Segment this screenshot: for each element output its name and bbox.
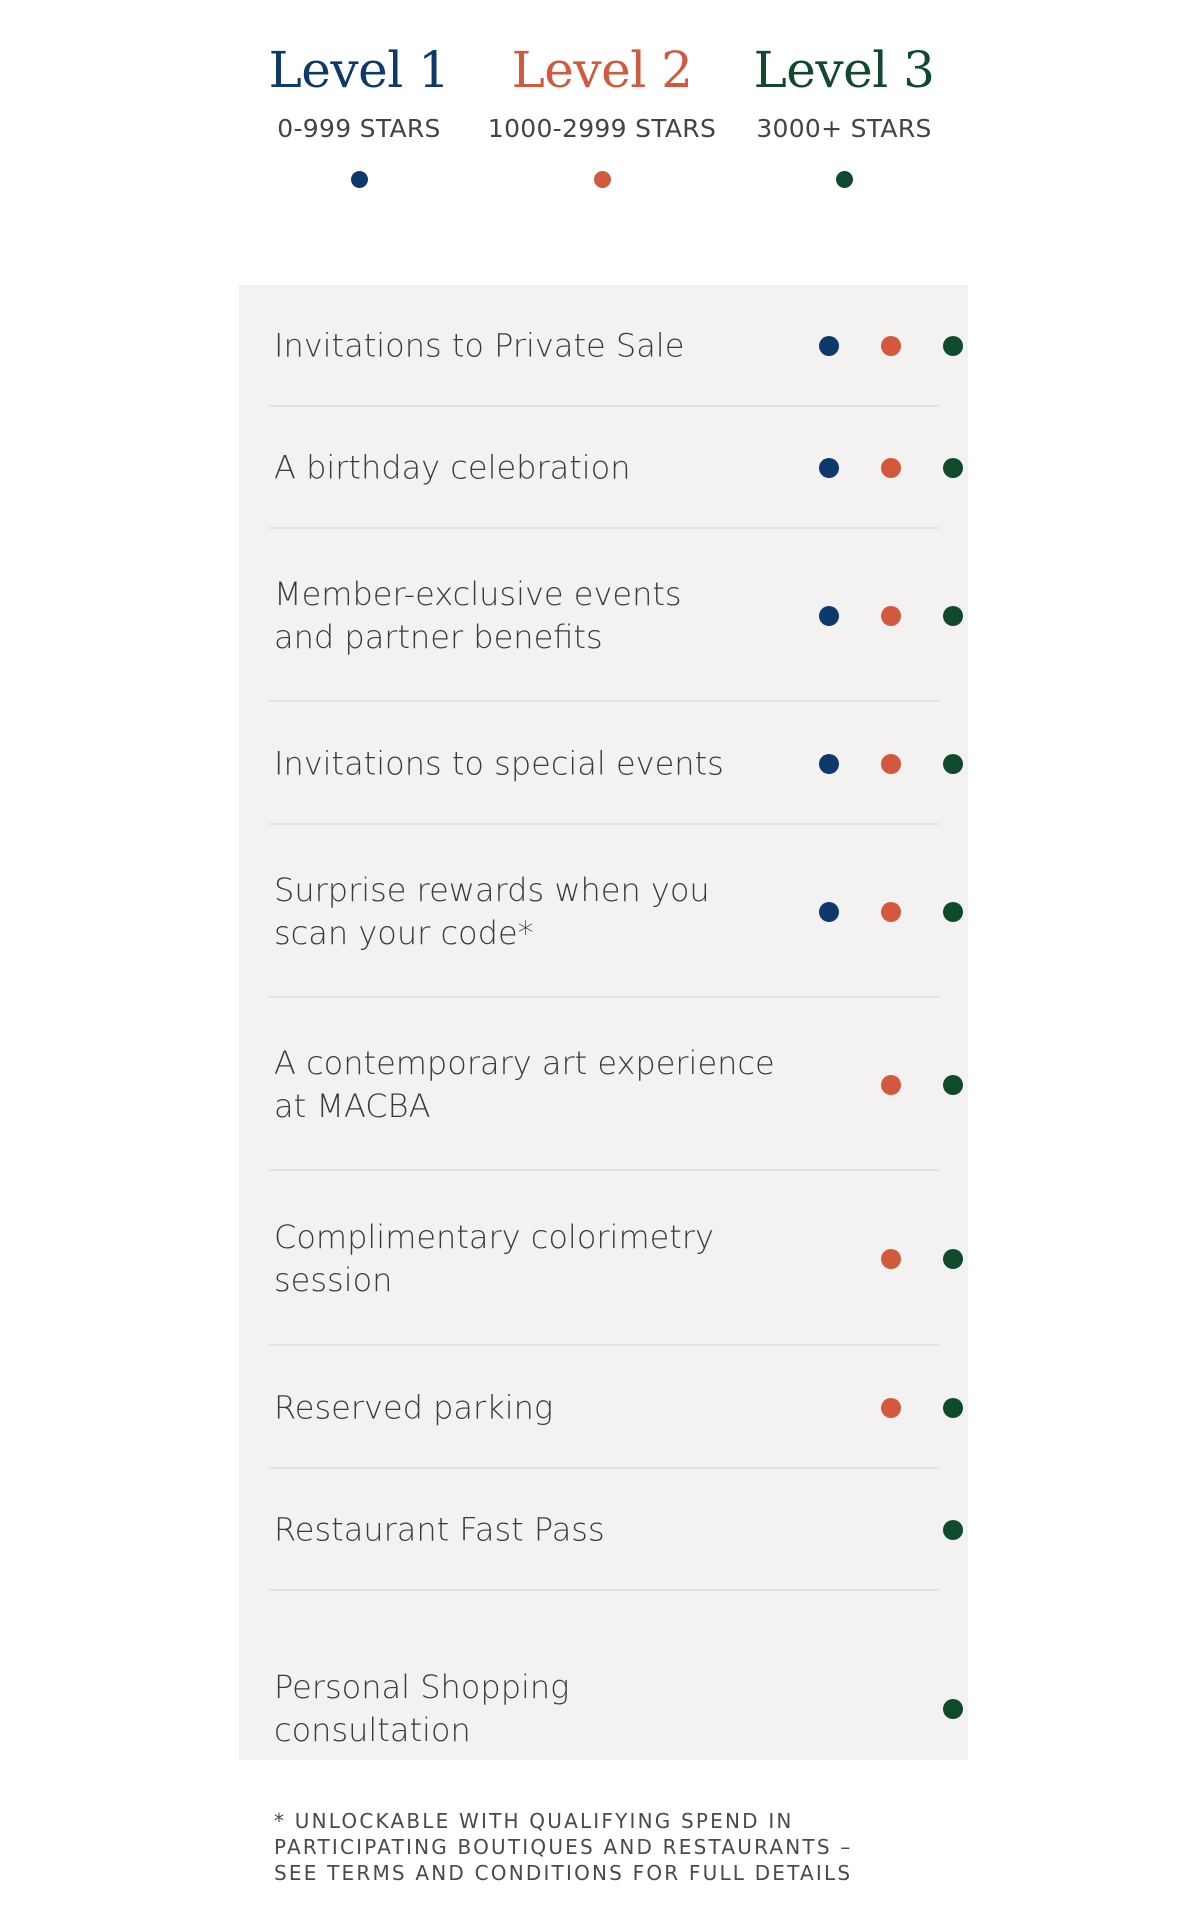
level-3-indicator-icon [943, 1075, 963, 1095]
benefit-row [269, 1591, 939, 1760]
level-2-dot-icon [594, 171, 611, 188]
level-1-indicator-icon [819, 606, 839, 626]
benefit-label: A birthday celebration [274, 448, 631, 487]
level-3-indicator-icon [943, 1699, 963, 1719]
benefit-row [269, 702, 939, 825]
level-3-indicator-icon [943, 754, 963, 774]
benefit-row [269, 529, 939, 702]
level-3-title: Level 3 [753, 41, 935, 99]
benefit-label: Personal Shopping consultation [274, 1668, 570, 1749]
level-1-indicator-icon [819, 902, 839, 922]
level-3-range: 3000+ STARS [756, 114, 932, 143]
benefit-label: Reserved parking [274, 1388, 554, 1426]
level-2-indicator-icon [881, 606, 901, 626]
benefit-row [269, 825, 939, 998]
benefit-label: Invitations to special events [274, 744, 724, 782]
level-3-indicator-icon [943, 1398, 963, 1418]
level-2-indicator-icon [881, 1075, 901, 1095]
benefit-row [269, 407, 939, 529]
level-2-indicator-icon [881, 458, 901, 478]
level-3-indicator-icon [943, 336, 963, 356]
level-2-indicator-icon [881, 902, 901, 922]
benefit-row [269, 1346, 939, 1469]
level-3-indicator-icon [943, 902, 963, 922]
benefit-label: Surprise rewards when you scan your code* [274, 870, 710, 952]
level-2-indicator-icon [881, 336, 901, 356]
level-1-dot-icon [351, 171, 368, 188]
level-3-dot-icon [836, 171, 853, 188]
benefit-row [269, 1171, 939, 1346]
level-2-title: Level 2 [511, 41, 693, 99]
level-2-indicator-icon [881, 754, 901, 774]
benefit-row [269, 1469, 939, 1591]
level-3-indicator-icon [943, 458, 963, 478]
level-2-column [467, 36, 737, 188]
level-1-range: 0-999 STARS [277, 114, 441, 143]
footnote: * UNLOCKABLE WITH QUALIFYING SPEND IN PARTICIPATING BOUTIQUES AND RESTAURANTS – SEE TERMS AND CONDITIONS FOR FULL DETAILS [274, 1809, 853, 1885]
level-3-indicator-icon [943, 1249, 963, 1269]
level-1-indicator-icon [819, 336, 839, 356]
level-2-range: 1000-2999 STARS [487, 114, 717, 143]
level-3-column [709, 36, 979, 188]
benefit-label: A contemporary art experience at MACBA [274, 1043, 775, 1125]
level-3-indicator-icon [943, 1520, 963, 1540]
benefit-label: Invitations to Private Sale [274, 326, 685, 365]
level-3-indicator-icon [943, 606, 963, 626]
benefit-row [269, 285, 939, 407]
level-1-title: Level 1 [268, 41, 450, 99]
benefit-row [269, 998, 939, 1171]
level-1-indicator-icon [819, 458, 839, 478]
benefit-label: Member-exclusive events and partner benefits [274, 574, 682, 656]
level-1-indicator-icon [819, 754, 839, 774]
level-2-indicator-icon [881, 1398, 901, 1418]
benefit-label: Complimentary colorimetry session [274, 1217, 714, 1299]
level-2-indicator-icon [881, 1249, 901, 1269]
benefits-table [239, 285, 968, 1760]
levels-header [0, 36, 1200, 216]
level-1-column [224, 36, 494, 188]
benefit-label: Restaurant Fast Pass [274, 1510, 605, 1549]
